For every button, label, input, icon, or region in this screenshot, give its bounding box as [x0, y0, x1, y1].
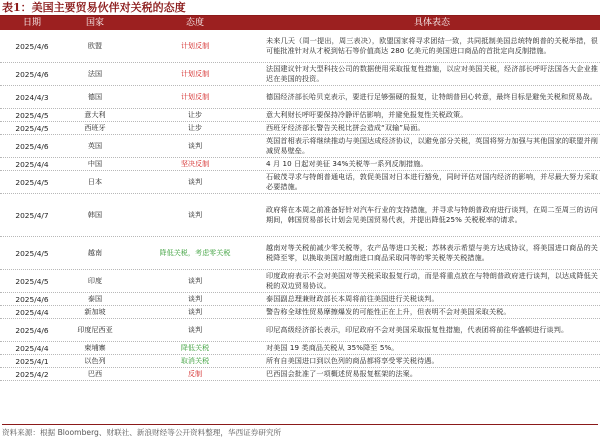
cell-date: 2025/4/4	[15, 307, 49, 317]
cell-country: 英国	[87, 141, 103, 150]
table-row	[0, 109, 600, 122]
table-row	[0, 122, 600, 135]
table-body	[0, 30, 600, 381]
cell-attitude: 计划反制	[180, 69, 210, 78]
cell-country: 巴西	[87, 369, 103, 378]
cell-date: 2025/4/6	[15, 141, 49, 151]
cell-detail: 政府将在本周之前准备好针对汽车行业的支持措施，并寻求与特朗普政府进行谈判，在周二至周三的访问期间，韩国贸易部长计划会见美国贸易代表，并提出降低25% 关税税率的请求。	[266, 205, 598, 224]
table-row	[0, 270, 600, 293]
table-row	[0, 355, 600, 368]
table-row	[0, 63, 600, 86]
cell-country: 泰国	[87, 294, 103, 303]
cell-attitude: 取消关税	[180, 356, 210, 365]
header-detail: 具体表态	[413, 18, 450, 28]
table-row	[0, 194, 600, 237]
cell-detail: 意大利财长呼吁要保持冷静评估影响，并避免报复性关税政策。	[266, 110, 468, 119]
cell-detail: 英国首相表示将继续推动与美国达成经济协议，以避免部分关税，英国将努力加强与其他国家的联盟并削减贸易壁垒。	[266, 136, 598, 155]
table-row	[0, 237, 600, 270]
cell-attitude: 坚决反制	[180, 159, 210, 168]
cell-detail: 对美国 19 类商品关税从 35%降至 5%。	[266, 343, 399, 352]
cell-attitude: 让步	[187, 123, 203, 132]
cell-date: 2024/4/3	[15, 92, 49, 102]
table-row	[0, 86, 600, 109]
cell-attitude: 谈判	[187, 276, 203, 285]
cell-country: 印度	[87, 276, 103, 285]
cell-detail: 未来几天（周一提出，周三表决），欧盟国家将寻求团结一致，共同抵制美国总统特朗普的关税举措，很可能批准针对从才税到钻石等价值高达 280 亿美元的美国进口商品的首批定向反制措施。	[266, 36, 598, 55]
cell-detail: 警告称全球性贸易摩擦爆发的可能性正在上升，但表明不会对美国采取关税。	[266, 307, 511, 316]
cell-country: 韩国	[87, 210, 103, 219]
cell-detail: 印度政府表示不会对美国对等关税采取报复行动，而是将重点放在与特朗普政府进行谈判，以达成降低关税的双边贸易协议。	[266, 271, 598, 290]
cell-date: 2025/4/7	[15, 210, 49, 220]
cell-date: 2025/4/6	[15, 325, 49, 335]
cell-country: 意大利	[84, 110, 106, 119]
cell-attitude: 谈判	[187, 210, 203, 219]
table-row	[0, 158, 600, 171]
cell-country: 以色列	[84, 356, 106, 365]
cell-date: 2025/4/6	[15, 294, 49, 304]
cell-detail: 所有自美国进口到以色列的商品都将享受零关税待遇。	[266, 356, 439, 365]
cell-detail: 巴西国会批准了一项概述贸易报复框架的法案。	[266, 369, 418, 378]
cell-detail: 越南对等关税前减少零关税等，农产品等进口关税；苏林表示希望与美方达成协议，将美国进口商品的关税降至零，以换取美国对越南进口商品采取同等的零关税等关税措施。	[266, 243, 598, 262]
source-note: 资料来源：根据 Bloomberg、财联社、新浪财经等公开资料整理，华西证券研究所	[2, 424, 598, 438]
cell-date: 2025/4/5	[15, 276, 49, 286]
table-title: 表1：美国主要贸易伙伴对关税的态度	[0, 0, 600, 16]
cell-detail: 泰国副总理兼财政部长本周将前往美国进行关税谈判。	[266, 294, 439, 303]
cell-detail: 德国经济部长哈贝克表示，要进行足够强硬的报复，让特朗普回心转意，最终目标是避免关税和贸易战。	[266, 92, 597, 101]
cell-attitude: 让步	[187, 110, 203, 119]
cell-date: 2025/4/4	[15, 159, 49, 169]
cell-date: 2025/4/4	[15, 343, 49, 353]
cell-date: 2025/4/1	[15, 356, 49, 366]
cell-country: 欧盟	[87, 41, 103, 50]
cell-attitude: 计划反制	[180, 41, 210, 50]
cell-attitude: 谈判	[187, 294, 203, 303]
cell-attitude: 谈判	[187, 177, 203, 186]
table-row	[0, 342, 600, 355]
cell-attitude: 谈判	[187, 307, 203, 316]
cell-attitude: 谈判	[187, 325, 203, 334]
header-date: 日期	[22, 18, 41, 28]
cell-country: 越南	[87, 248, 103, 257]
cell-date: 2025/4/5	[15, 110, 49, 120]
cell-country: 日本	[87, 177, 103, 186]
cell-country: 西班牙	[84, 123, 106, 132]
cell-date: 2025/4/6	[15, 69, 49, 79]
table-row	[0, 171, 600, 194]
cell-country: 印度尼西亚	[77, 325, 113, 334]
cell-attitude: 谈判	[187, 141, 203, 150]
header-country: 国家	[85, 18, 104, 28]
cell-country: 德国	[87, 92, 103, 101]
table-row	[0, 306, 600, 319]
cell-country: 中国	[87, 159, 103, 168]
cell-country: 新加坡	[84, 307, 106, 316]
table-row	[0, 135, 600, 158]
cell-detail: 印尼高级经济部长表示，印尼政府不会对美国采取报复性措施，代表团将前往华盛顿进行谈判。	[266, 325, 569, 334]
cell-attitude: 降低关税	[180, 343, 210, 352]
table-row	[0, 368, 600, 381]
cell-detail: 石破茂寻求与特朗普通电话，敦促美国对日本进行豁免，同时评估对国内经济的影响，并尽最大努力采取必要措施。	[266, 172, 598, 191]
table-row	[0, 30, 600, 63]
cell-attitude: 反制	[187, 369, 203, 378]
cell-detail: 西班牙经济部长警告关税比拼会造成“双输”局面。	[266, 123, 425, 132]
table-row	[0, 319, 600, 342]
cell-date: 2025/4/5	[15, 248, 49, 258]
cell-country: 柬埔寨	[84, 343, 106, 352]
cell-date: 2025/4/6	[15, 41, 49, 51]
header-attitude: 态度	[185, 18, 204, 28]
cell-date: 2025/4/5	[15, 123, 49, 133]
cell-attitude: 计划反制	[180, 92, 210, 101]
cell-date: 2025/4/2	[15, 369, 49, 379]
cell-date: 2025/4/5	[15, 177, 49, 187]
cell-detail: 4 月 10 日起对美征 34%关税等一系列反制措施。	[266, 159, 428, 168]
cell-attitude: 降低关税，考虑零关税	[159, 248, 231, 257]
table-header	[0, 16, 600, 30]
cell-country: 法国	[87, 69, 103, 78]
cell-detail: 法国建议针对大型科技公司的数据使用采取报复性措施，以应对美国关税，经济部长呼吁法国各大企业推迟在美国的投资。	[266, 64, 598, 83]
table-row	[0, 293, 600, 306]
